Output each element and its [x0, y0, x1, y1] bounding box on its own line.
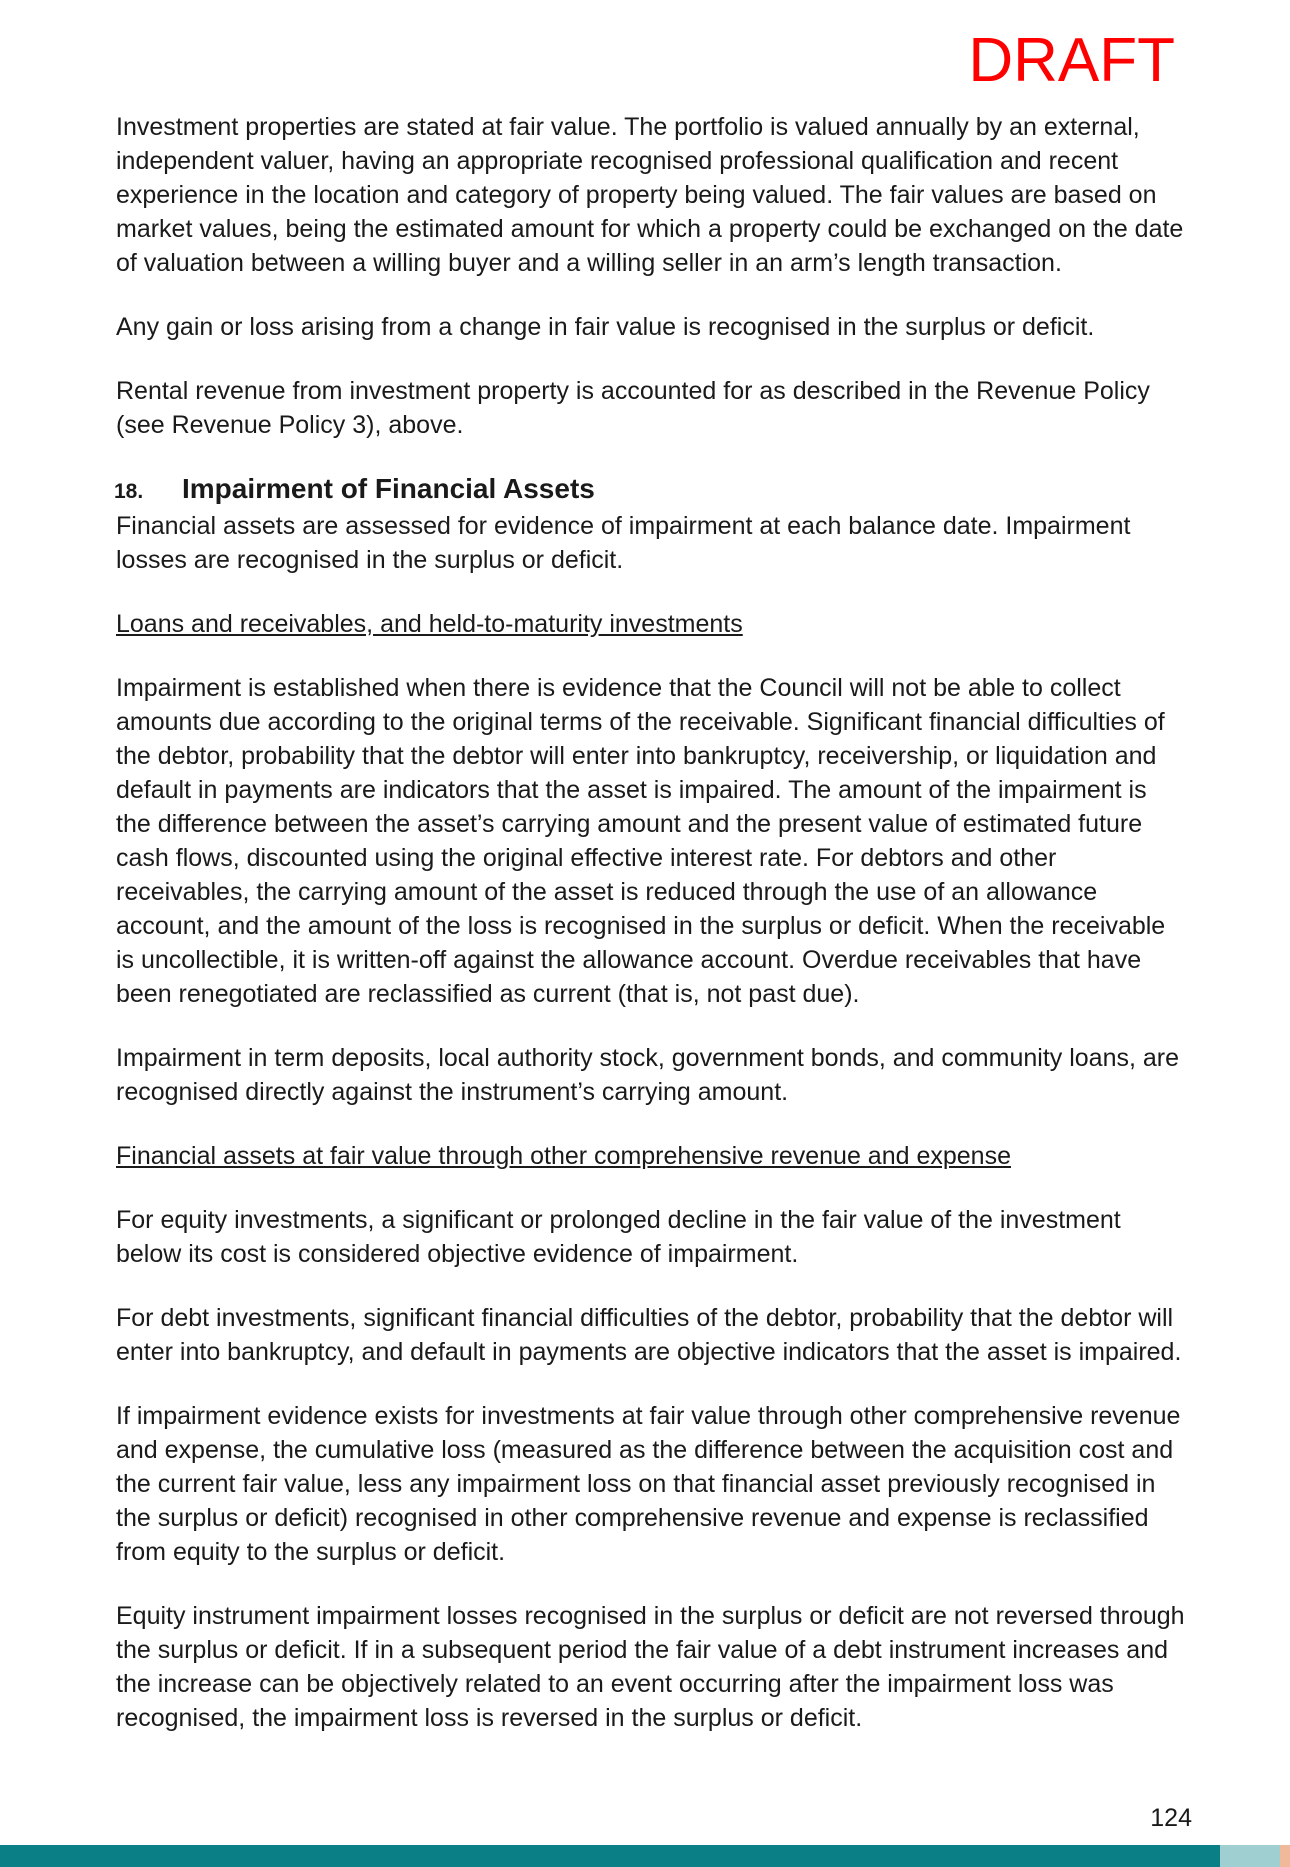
- page-number: 124: [1150, 1804, 1192, 1832]
- paragraph-investment-properties: Investment properties are stated at fair value. The portfolio is valued annually by an external, independent valuer, having an appropriate recognised professional qualification and recent experience in the location and category of property being valued. The fair values are based on market values, being the estimated amount for which a property could be exchanged on the date of valuation between a willing buyer and a willing seller in an arm’s length transaction.: [116, 113, 1184, 277]
- paragraph-cumulative-loss: If impairment evidence exists for investments at fair value through other comprehensive revenue and expense, the cumulative loss (measured as the difference between the acquisition cost and the current fair value, less any impairment loss on that financial asset previously recognised in the surplus or deficit) recognised in other comprehensive revenue and expense is reclassified from equity to the surplus or deficit.: [116, 1402, 1181, 1566]
- section-title: Impairment of Financial Assets: [182, 473, 595, 504]
- footer-bar-light: [1220, 1845, 1280, 1867]
- footer-bar-main: [0, 1845, 1220, 1867]
- subheading-loans-receivables: Loans and receivables, and held-to-maturity investments: [116, 610, 743, 638]
- paragraph-equity-investments: For equity investments, a significant or prolonged decline in the fair value of the investment below its cost is considered objective evidence of impairment.: [116, 1206, 1121, 1268]
- section-heading: [114, 472, 1186, 509]
- paragraph-debt-investments: For debt investments, significant financial difficulties of the debtor, probability that the debtor will enter into bankruptcy, and default in payments are objective indicators that the asset is impaired.: [116, 1304, 1182, 1366]
- paragraph-gain-loss: Any gain or loss arising from a change in fair value is recognised in the surplus or deficit.: [116, 313, 1095, 341]
- draft-watermark: DRAFT: [968, 26, 1175, 95]
- subheading-fair-value-ocre: Financial assets at fair value through other comprehensive revenue and expense: [116, 1142, 1011, 1170]
- paragraph-reversal: Equity instrument impairment losses recognised in the surplus or deficit are not reversed through the surplus or deficit. If in a subsequent period the fair value of a debt instrument increases and the increase can be objectively related to an event occurring after the impairment loss was recognised, the impairment loss is reversed in the surplus or deficit.: [116, 1602, 1185, 1732]
- footer-bar: [0, 1845, 1290, 1867]
- section-number: 18.: [114, 480, 144, 503]
- paragraph-rental-revenue: Rental revenue from investment property is accounted for as described in the Revenue Policy (see Revenue Policy 3), above.: [116, 377, 1150, 439]
- footer-bar-accent: [1280, 1845, 1290, 1867]
- section-intro: Financial assets are assessed for evidence of impairment at each balance date. Impairment losses are recognised in the surplus or deficit.: [116, 512, 1131, 574]
- paragraph-term-deposits: Impairment in term deposits, local authority stock, government bonds, and community loans, are recognised directly against the instrument’s carrying amount.: [116, 1044, 1180, 1106]
- document-body: [116, 110, 1186, 1735]
- paragraph-impairment-established: Impairment is established when there is evidence that the Council will not be able to collect amounts due according to the original terms of the receivable. Significant financial difficulties of the debtor, probability that the debtor will enter into bankruptcy, receivership, or liquidation and default in payments are indicators that the asset is impaired. The amount of the impairment is the difference between the asset’s carrying amount and the present value of estimated future cash flows, discounted using the original effective interest rate. For debtors and other receivables, the carrying amount of the asset is reduced through the use of an allowance account, and the amount of the loss is recognised in the surplus or deficit. When the receivable is uncollectible, it is written-off against the allowance account. Overdue receivables that have been renegotiated are reclassified as current (that is, not past due).: [116, 674, 1166, 1008]
